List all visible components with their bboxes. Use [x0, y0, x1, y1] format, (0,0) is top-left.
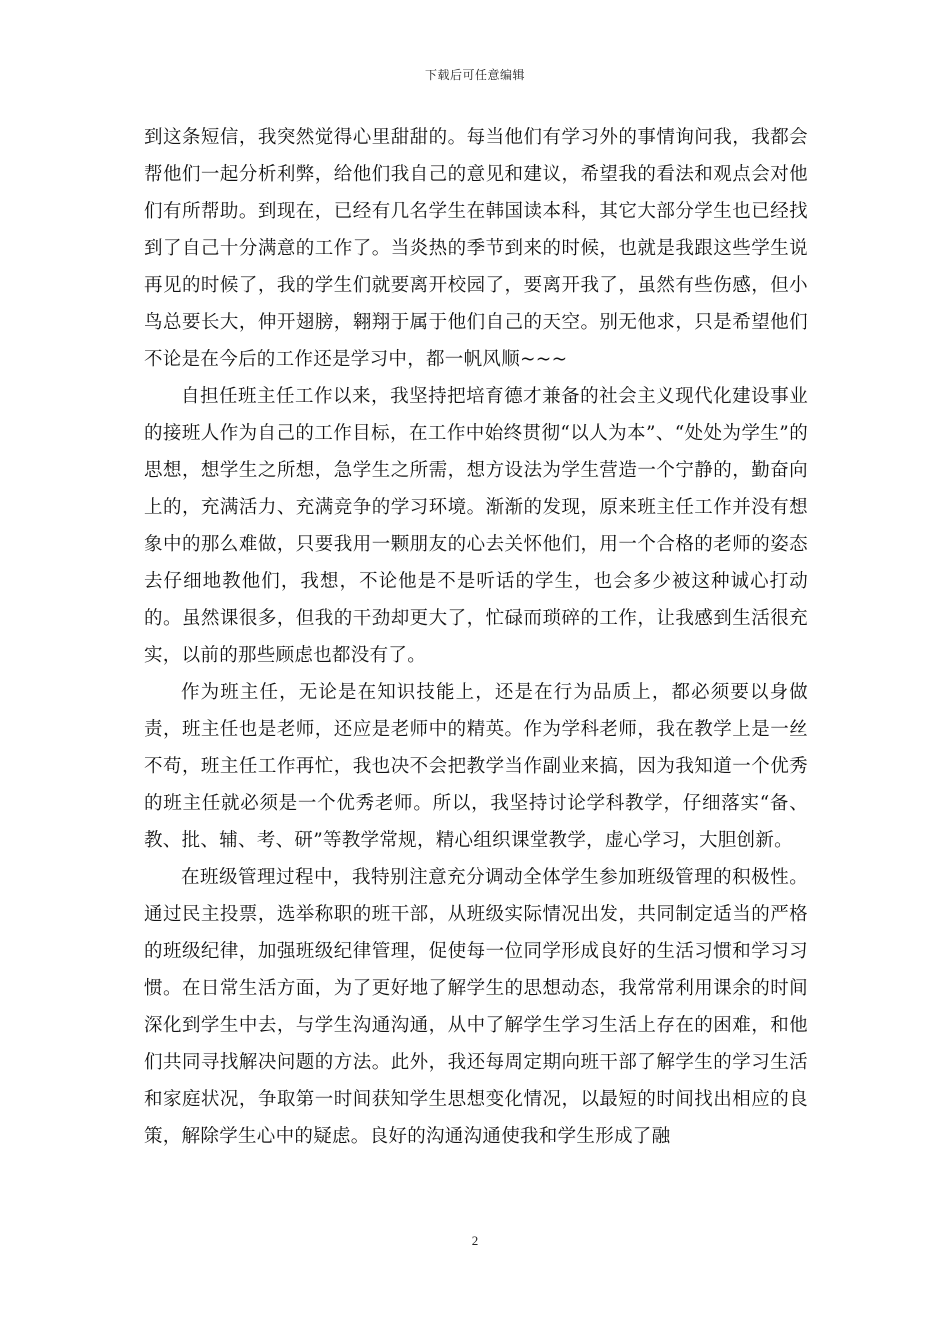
paragraph: 作为班主任，无论是在知识技能上，还是在行为品质上，都必须要以身做责，班主任也是老师，还应是老师中的精英。作为学科老师，我在教学上是一丝不苟，班主任工作再忙，我也决不会把教学当作副业来搞，因为我知道一个优秀的班主任就必须是一个优秀老师。所以，我坚持讨论学科教学，仔细落实“备、教、批、辅、考、研”等教学常规，精心组织课堂教学，虚心学习，大胆创新。	[144, 682, 808, 851]
page-header: 下载后可任意编辑	[424, 68, 525, 82]
paragraph: 自担任班主任工作以来，我坚持把培育德才兼备的社会主义现代化建设事业的接班人作为自己的工作目标，在工作中始终贯彻“以人为本”、“处处为学生”的思想，想学生之所想，急学生之所需，想方设法为学生营造一个宁静的，勤奋向上的，充满活力、充满竞争的学习环境。渐渐的发现，原来班主任工作并没有想象中的那么难做，只要我用一颗朋友的心去关怀他们，用一个合格的老师的姿态去仔细地教他们，我想，不论他是不是听话的学生，也会多少被这种诚心打动的。虽然课很多，但我的干劲却更大了，忙碌而琐碎的工作，让我感到生活很充实，以前的那些顾虑也都没有了。	[144, 386, 808, 666]
page-number: 2	[471, 1233, 479, 1248]
paragraph: 在班级管理过程中，我特别注意充分调动全体学生参加班级管理的积极性。通过民主投票，选举称职的班干部，从班级实际情况出发，共同制定适当的严格的班级纪律，加强班级纪律管理，促使每一位同学形成良好的生活习惯和学习习惯。在日常生活方面，为了更好地了解学生的思想动态，我常常利用课余的时间深化到学生中去，与学生沟通沟通，从中了解学生学习生活上存在的困难，和他们共同寻找解决问题的方法。此外，我还每周定期向班干部了解学生的学习生活和家庭状况，争取第一时间获知学生思想变化情况，以最短的时间找出相应的良策，解除学生心中的疑虑。良好的沟通沟通使我和学生形成了融	[144, 867, 808, 1147]
document-body	[144, 119, 808, 1155]
paragraph-continuation: 到这条短信，我突然觉得心里甜甜的。每当他们有学习外的事情询问我，我都会帮他们一起分析利弊，给他们我自己的意见和建议，希望我的看法和观点会对他们有所帮助。到现在，已经有几名学生在韩国读本科，其它大部分学生也已经找到了自己十分满意的工作了。当炎热的季节到来的时候，也就是我跟这些学生说再见的时候了，我的学生们就要离开校园了，要离开我了，虽然有些伤感，但小鸟总要长大，伸开翅膀，翱翔于属于他们自己的天空。别无他求，只是希望他们不论是在今后的工作还是学习中，都一帆风顺~~~	[144, 127, 808, 370]
